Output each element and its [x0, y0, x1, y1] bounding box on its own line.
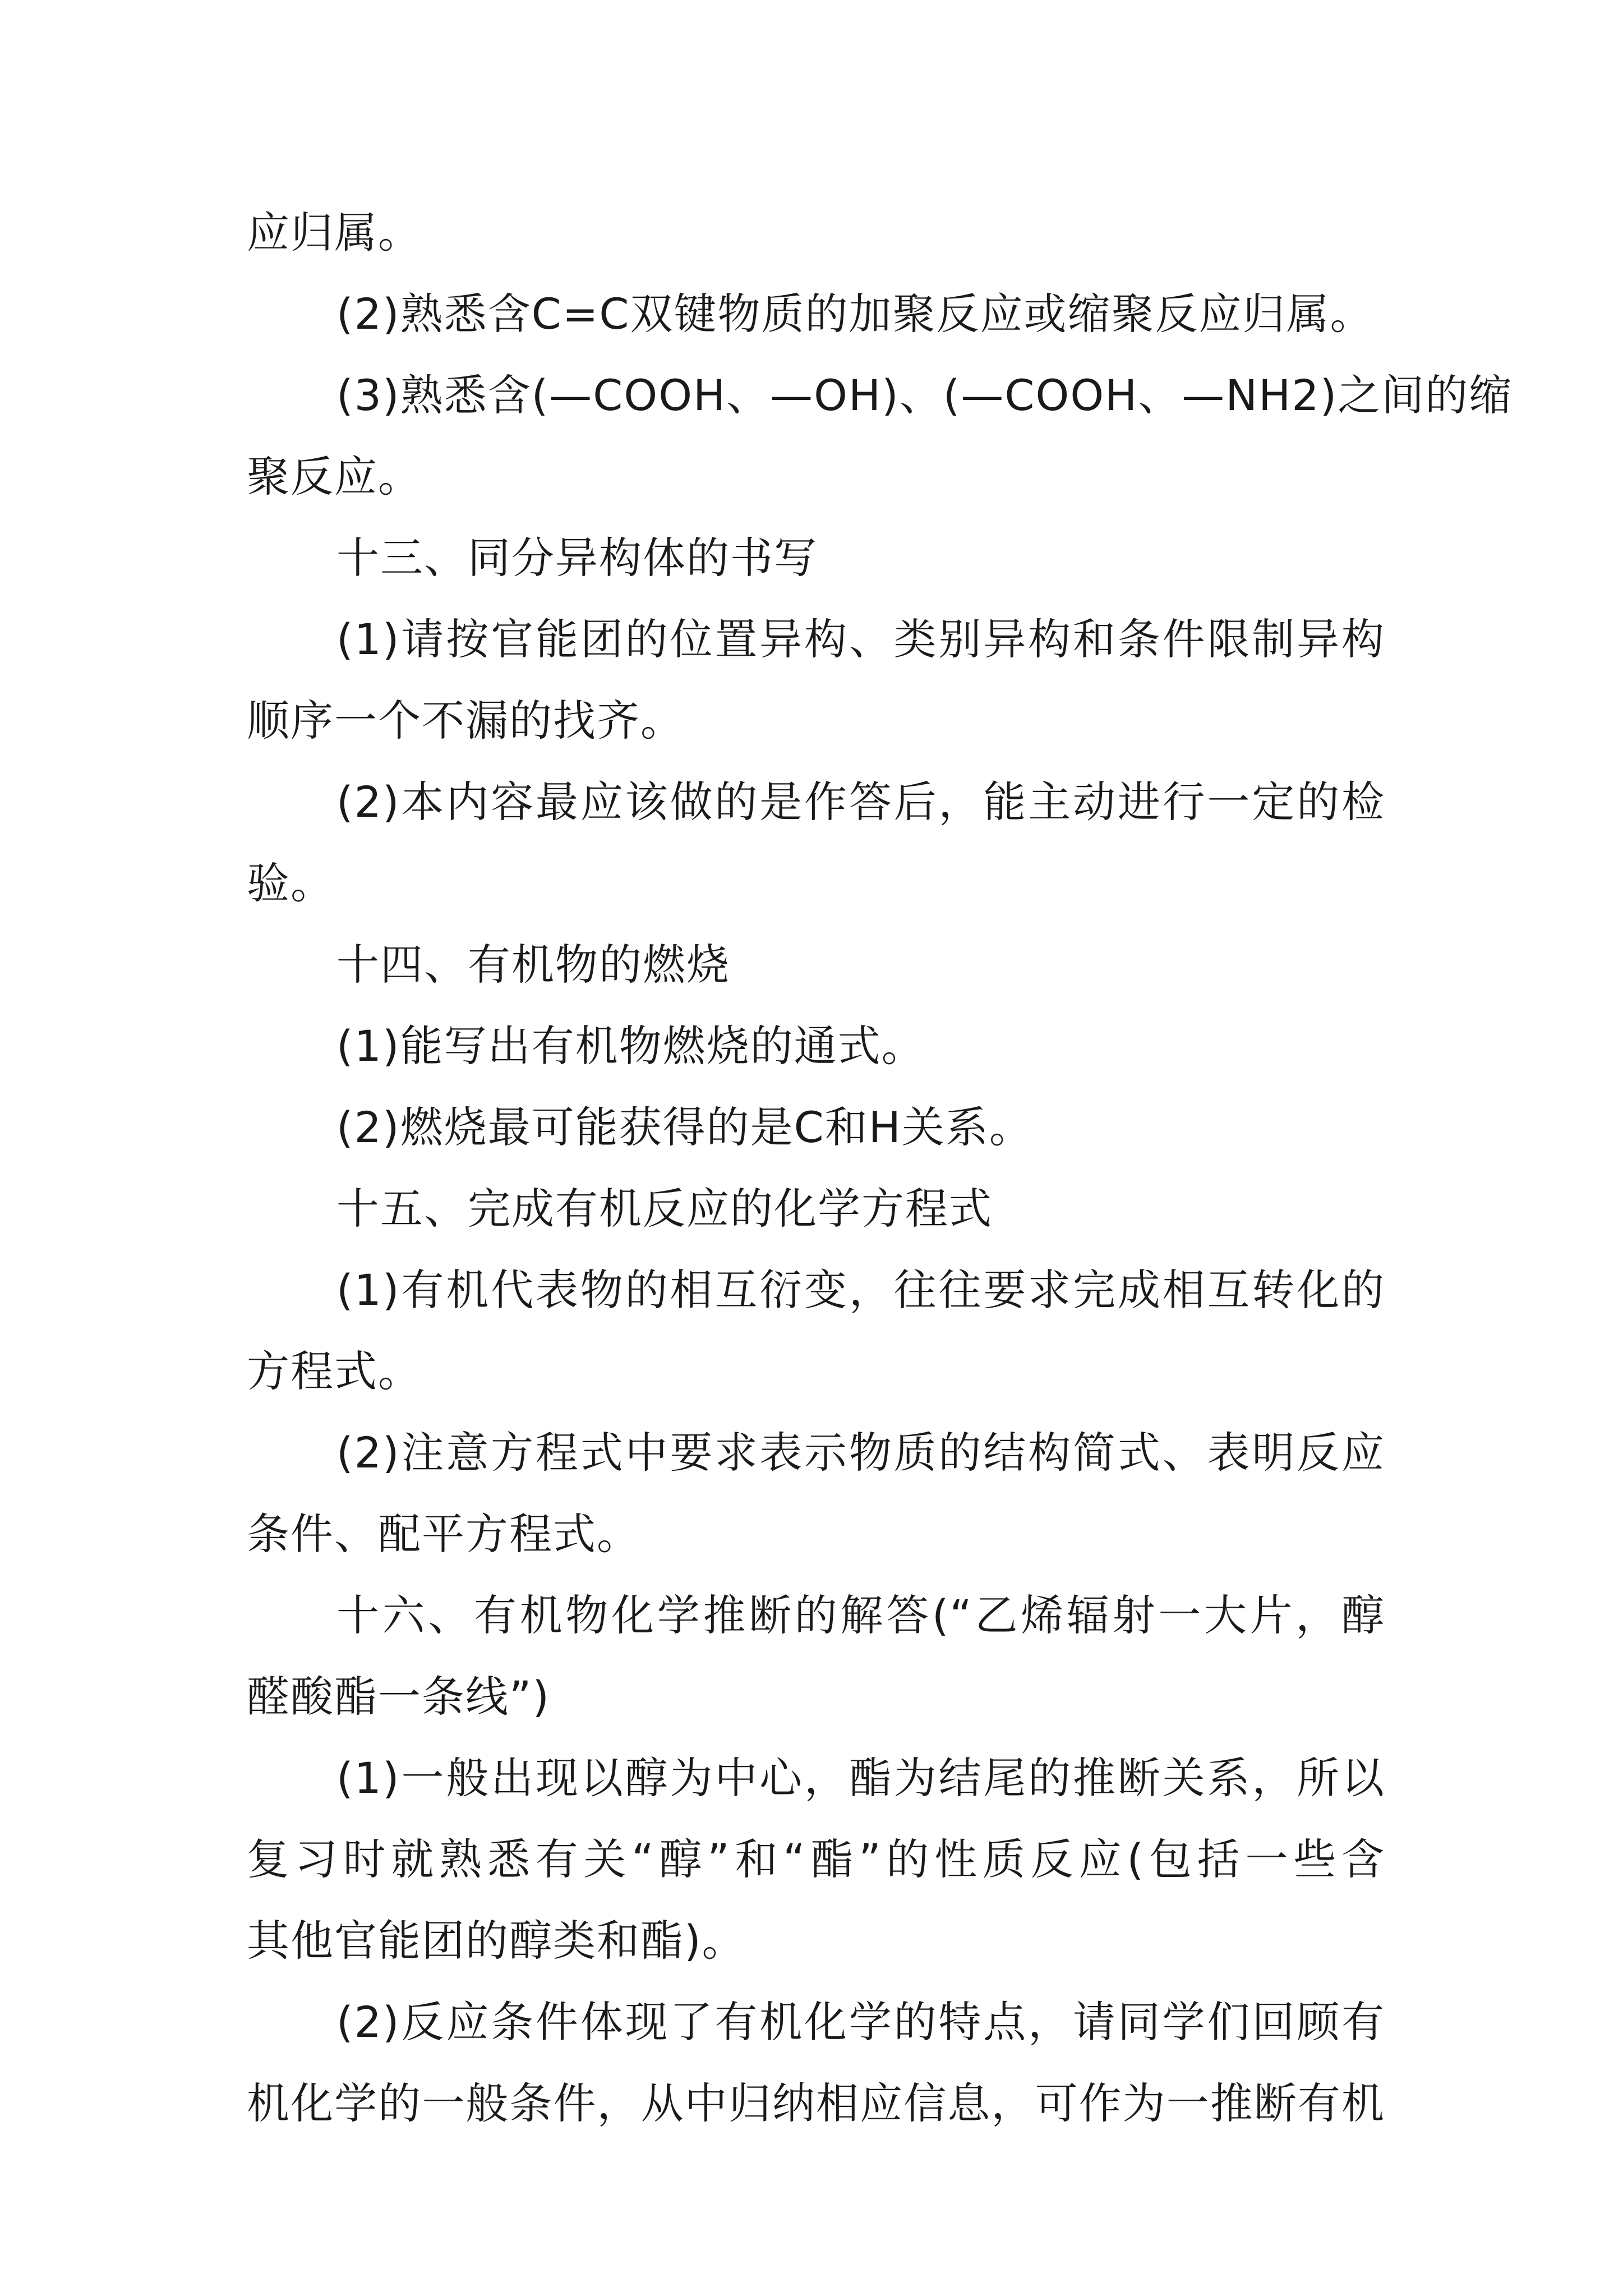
- text-line: (1)有机代表物的相互衍变，往往要求完成相互转化的: [336, 1265, 1385, 1315]
- text-line: (2)反应条件体现了有机化学的特点，请同学们回顾有: [336, 1997, 1385, 2047]
- text-line: 其他官能团的醇类和酯)。: [247, 1916, 746, 1966]
- text-line: 顺序一个不漏的找齐。: [247, 696, 684, 746]
- section-heading: 十三、同分异构体的书写: [336, 533, 818, 583]
- text-line: (1)一般出现以醇为中心，酯为结尾的推断关系，所以: [336, 1753, 1385, 1803]
- section-heading: 十五、完成有机反应的化学方程式: [336, 1184, 993, 1234]
- text-line: 方程式。: [247, 1346, 422, 1396]
- text-line: (1)请按官能团的位置异构、类别异构和条件限制异构: [336, 614, 1385, 664]
- text-line: 应归属。: [247, 208, 422, 257]
- text-line: (1)能写出有机物燃烧的通式。: [336, 1021, 925, 1071]
- text-line: 验。: [247, 858, 334, 908]
- text-line: (2)注意方程式中要求表示物质的结构简式、表明反应: [336, 1428, 1385, 1478]
- section-heading-continued: 醛酸酯一条线”): [247, 1672, 551, 1722]
- section-heading: 十四、有机物的燃烧: [336, 940, 730, 990]
- section-heading: 十六、有机物化学推断的解答(“乙烯辐射一大片，醇: [336, 1590, 1385, 1640]
- text-line: 条件、配平方程式。: [247, 1509, 640, 1559]
- text-line: (2)燃烧最可能获得的是C和H关系。: [336, 1102, 1033, 1152]
- text-line: 复习时就熟悉有关“醇”和“酯”的性质反应(包括一些含: [247, 1834, 1385, 1884]
- text-line: (2)熟悉含C=C双键物质的加聚反应或缩聚反应归属。: [336, 289, 1374, 339]
- text-line: (2)本内容最应该做的是作答后，能主动进行一定的检: [336, 777, 1385, 827]
- text-line: 聚反应。: [247, 452, 422, 501]
- text-line: 机化学的一般条件，从中归纳相应信息，可作为一推断有机: [247, 2078, 1385, 2128]
- text-line: (3)熟悉含(—COOH、—OH)、(—COOH、—NH2)之间的缩: [336, 370, 1513, 420]
